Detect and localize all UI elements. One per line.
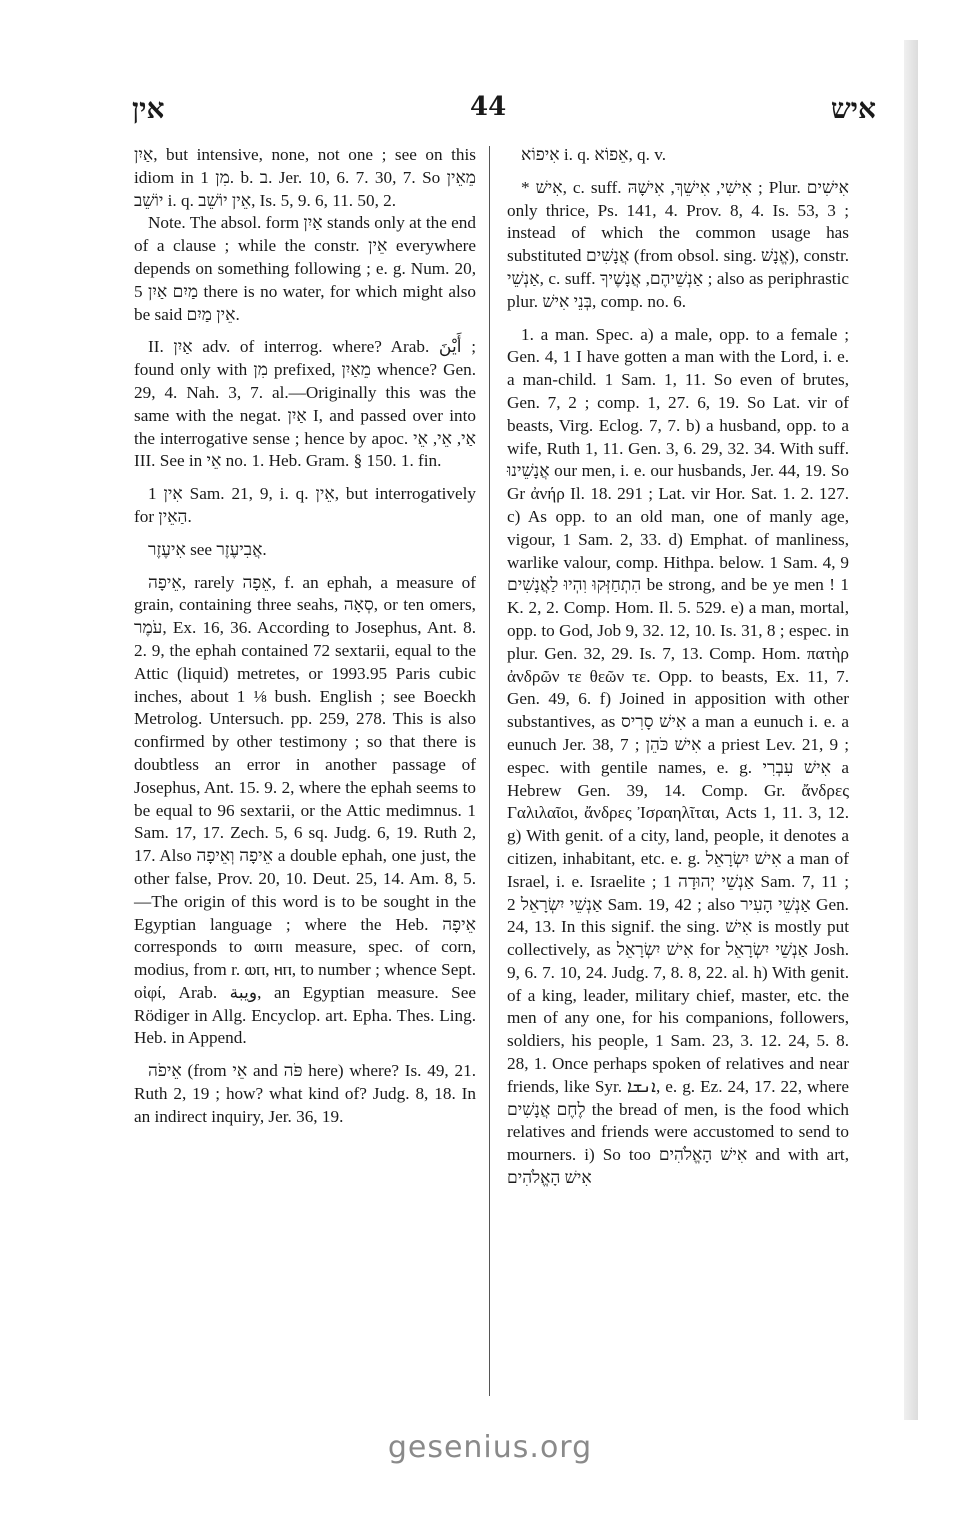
entry-ayin-continuation: אַיִן, but intensive, none, not one ; see on this idiom in מִן 1. b. ב. Jer. 10, 6. 7. 30, 7. So מֵאֵין יוֹשֵׁב i. q. אֵין יוֹשֵׁב, Is. 5, 9. 6, 11. 50, 2. xyxy=(134,145,476,210)
entry-iyn: אִין 1 Sam. 21, 9, i. q. אֵין, but interrogatively for הַאֵין. xyxy=(134,484,476,526)
left-column xyxy=(134,144,476,1139)
right-column xyxy=(507,144,849,1190)
column-divider xyxy=(489,146,490,1396)
entry-iezer: אִיעֶזֶר see אֲבִיעֶזֶר. xyxy=(148,539,267,559)
page-edge-shadow xyxy=(904,40,918,1420)
entry-ayin-interrog: II. אַיִן adv. of interrog. where? Arab. أَيْنَ ; found only with מִן prefixed, מֵאַיִן whence? Gen. 29, 4. Nah. 3, 7. al.—Originally this was the same with the negat. אַיִן I, and passed over into the interrogative sense ; hence by apoc. אַי, אֵי, אֵי III. See in אֵי no. 1. Heb. Gram. § 150. 1. fin. xyxy=(134,337,477,471)
entry-ephah: אֵיפָה, rarely אֵפָה, f. an ephah, a measure of grain, containing three seahs, סְאָה, or ten omers, עֹמֶר, Ex. 16, 36. According to Josephus, Ant. 8. 2. 9, the ephah contained 72 sextarii, equal to the Attic (liquid) metretes, or 1993.95 Paris cubic inches, about 1 ⅛ bush. English ; see Boeckh Metrolog. Untersuch. pp. 259, 278. This is also confirmed by other testimony ; so that there is doubtless an error in another passage of Josephus, Ant. 15. 9. 2, where the ephah seems to be equal to 96 sextarii, or the Attic medimnus. 1 Sam. 17, 17. Zech. 5, 6 sq. Judg. 6, 19. Ruth 2, 17. Also אֵיפָה וְאֵיפָה a double ephah, one just, the other false, Prov. 20, 10. Deut. 25, 14. Am. 8, 5.—The origin of this word is to be sought in the Egyptian language ; where the Heb. אֵיפָה corresponds to ⲱⲓⲡⲓ measure, spec. of corn, modius, from r. ⲱⲡ, ⲏⲡ, to number ; whence Sept. οἰφί, Arab. ويبة, an Egyptian measure. See Rödiger in Allg. Encyclop. art. Epha. Thes. Ling. Heb. in Append. xyxy=(134,572,477,1048)
left-headword: אין xyxy=(132,92,165,125)
entry-ish-senses: 1. a man. Spec. a) a male, opp. to a female ; Gen. 4, 1 I have gotten a man with the Lord, i. e. a man-child. 1 Sam. 1, 11. So even of brutes, Gen. 7, 2 ; comp. 1, 27. 6, 19. So Lat. vir of beasts, Virg. Eclog. 7, 7. b) a husband, opp. to a wife, Ruth 1, 11. Gen. 3, 6. 29, 32. 34. With suff. אֲנָשֵׁינוּ our men, i. e. our husbands, Jer. 44, 19. So Gr ἀνήρ Il. 18. 291 ; Lat. vir Hor. Sat. 1. 2. 127. c) As opp. to an old man, one of manly age, vigour, 1 Sam. 2, 33. d) Emphat. of manliness, warlike valour, comp. Hithpa. below. 1 Sam. 4, 9 הִתְחַזְּקוּ וִהְיוּ לַאֲנָשִׁים be strong, and be ye men ! 1 K. 2, 2. Comp. Hom. Il. 5. 529. e) a man, mortal, opp. to God, Job 9, 32. 12, 10. Is. 31, 8 ; espec. in plur. Gen. 32, 29. Is. 7, 13. Comp. Hom. πατὴρ ἀνδρῶν τε θεῶν τε. Opp. to beasts, Ex. 11, 7. Gen. 49, 6. f) Joined in apposition with other substantives, as אִישׁ סָרִיס a man a eunuch i. e. a eunuch Jer. 38, 7 ; אִישׁ כֹּהֵן a priest Lev. 21, 9 ; espec. with gentile names, e. g. אִישׁ עִבְרִי a Hebrew Gen. 39, 14. Comp. Gr. ἄνδρες Γαλιλαῖοι, ἄνδρες Ἰσραηλῖται, Acts 1, 11. 3, 12. g) With genit. of a city, land, people, it denotes a citizen, inhabitant, etc. e. g. אִישׁ יִשְׂרָאֵל a man of Israel, i. e. Israelite ; אַנְשֵׁי יְהוּדָה 1 Sam. 7, 11 ; אַנְשֵׁי יִשְׂרָאֵל 2 Sam. 19, 42 ; also אַנְשֵׁי הָעִיר Gen. 24, 13. In this signif. the sing. אִישׁ is mostly put collectively, as אִישׁ יִשְׂרָאֵל for אַנְשֵׁי יִשְׂרָאֵל Josh. 9, 6. 7. 10, 24. Judg. 7, 8. 8, 22. al. h) With genit. of a king, leader, military chief, master, etc. the men of any one, for his companions, followers, soldiers, his people, 1 Sam. 23, 3. 12. 24, 5. 8. 28, 1. Once perhaps spoken of relatives and near friends, like Syr. ܐܢܫܐ, e. g. Ez. 24, 17. 22, where לֶחֶם אֲנָשִׁים the bread of men, is the food which relatives and friends were accustomed to send to mourners. i) So too אִישׁ הָאֱלֹהִים and with art, אִישׁ הָאֱלֹהִים xyxy=(507,324,850,1188)
entry-ayin-note: Note. The absol. form אַיִן stands only at the end of a clause ; while the constr. אֵין everywhere depends on something following ; e. g. Num. 20, 5 מַיִם אַיִן there is no water, for which might also be said אֵין מַיִם. xyxy=(134,213,477,324)
page-number: 44 xyxy=(470,92,507,122)
right-headword: איש xyxy=(830,92,876,125)
entry-ipho: אִיפוֹא i. q. אֵפוֹא, q. v. xyxy=(521,145,666,164)
watermark: gesenius.org xyxy=(387,1430,593,1465)
page-header xyxy=(132,92,876,132)
entry-eypho: אֵיפֹה (from אֵי and פֹּה here) where? Is. 49, 21. Ruth 2, 19 ; how? what kind of? Judg. 8, 18. In an indirect inquiry, Jer. 36, 19. xyxy=(134,1061,476,1126)
entry-ish: * אִישׁ, c. suff. אִישִׁי, אִישֵׁךְ, אִישָׁהּ ; Plur. אִישִׁים only thrice, Ps. 141, 4. Prov. 8, 4. Is. 53, 3 ; instead of which the common usage has substituted אֲנָשִׁים (from obsol. sing. אֱנָשׁ), constr. אַנְשֵׁי, c. suff. אַנְשֵׁיהֶם, אֲנָשֶׁיךָ ; also as periphrastic plur. בְּנֵי אִישׁ, comp. no. 6. xyxy=(507,177,850,311)
